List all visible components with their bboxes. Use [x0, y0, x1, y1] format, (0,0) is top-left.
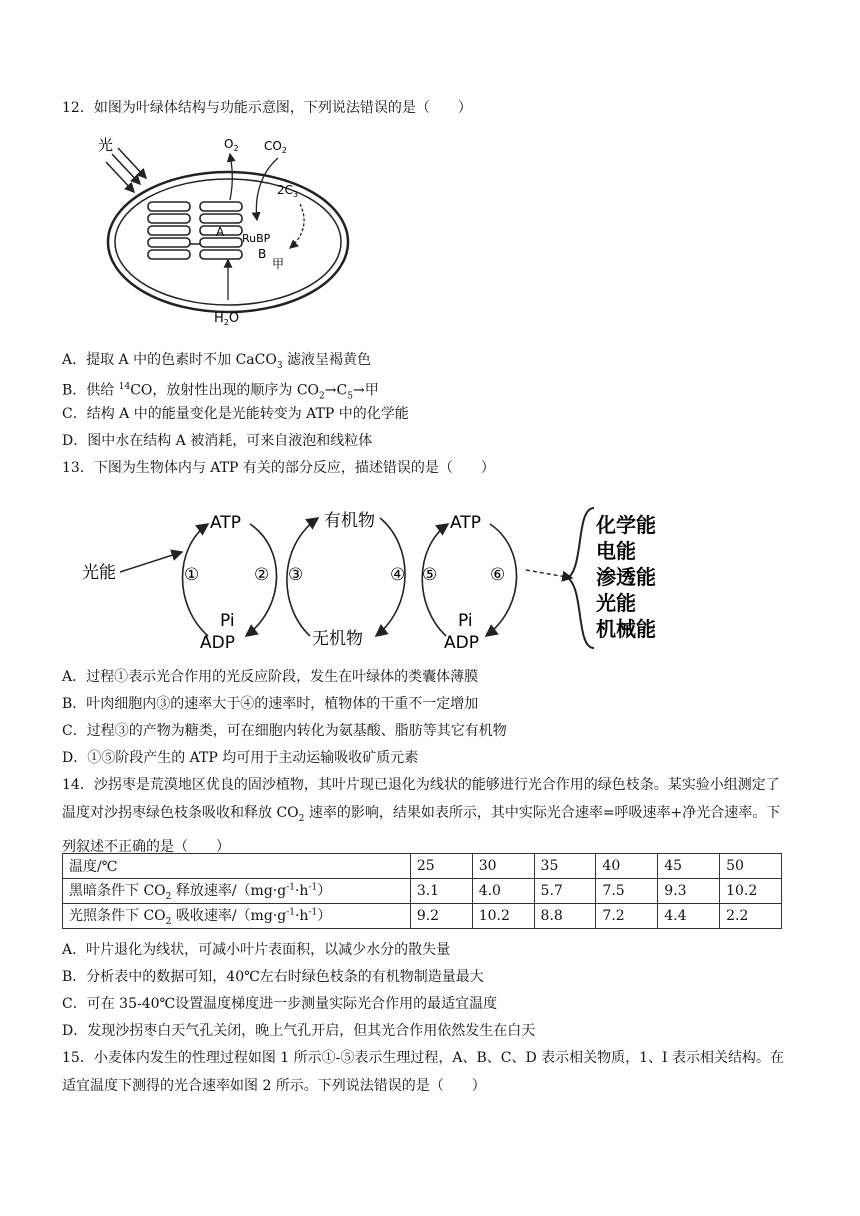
q14-option-b: B．分析表中的数据可知，40℃左右时绿色枝条的有机物制造量最大 — [62, 969, 484, 985]
q12-stem: 12．如图为叶绿体结构与功能示意图，下列说法错误的是（ ） — [62, 100, 472, 116]
adp-label-left: ADP — [200, 633, 235, 653]
energy-mechanical: 机械能 — [596, 617, 656, 641]
process-5-label: ⑤ — [422, 565, 438, 585]
q13-option-c: C．过程③的产物为糖类，可在细胞内转化为氨基酸、脂肪等其它有机物 — [62, 723, 507, 739]
adp-label-right: ADP — [444, 633, 479, 653]
process-2-label: ② — [254, 565, 270, 585]
atp-label-right: ATP — [450, 513, 481, 533]
temp-50: 50 — [720, 854, 782, 879]
table-row-light — [63, 904, 782, 929]
temp-25: 25 — [410, 854, 472, 879]
light-value: 7.2 — [596, 904, 658, 929]
o2-label: $O_2$ — [224, 137, 239, 153]
light-value: 8.8 — [534, 904, 596, 929]
light-value: 4.4 — [658, 904, 720, 929]
atp-label-left: ATP — [210, 513, 241, 533]
q14-stem: 14．沙拐枣是荒漠地区优良的固沙植物，其叶片现已退化为线状的能够进行光合作用的绿色枝条。某实验小组测定了温度对沙拐枣绿色枝条吸收和释放 $CO_2$ 速率的影响，结果如表所示，其中实际光合速率=呼吸速率+净光合速率。下列叙述不正确的是（ ） — [62, 777, 781, 855]
energy-osmotic: 渗透能 — [596, 565, 656, 589]
q14-option-c: C．可在 35-40℃设置温度梯度进一步测量实际光合作用的最适宜温度 — [62, 996, 498, 1012]
light-value: 2.2 — [720, 904, 782, 929]
b-label: B — [258, 247, 267, 261]
process-1-label: ① — [184, 565, 200, 585]
q12-option-d: D．图中水在结构 A 被消耗，可来自液泡和线粒体 — [62, 433, 373, 449]
energy-chemical: 化学能 — [596, 513, 656, 537]
inorganic-label: 无机物 — [312, 629, 363, 649]
light-energy-label: 光能 — [82, 563, 116, 583]
dark-value: 7.5 — [596, 879, 658, 904]
c3-label: $2C_3$ — [277, 183, 299, 199]
row-light-label: 光照条件下 $CO_2$ 吸收速率$/(mg\cdot g^{-1}\cdot h^{-1})$ — [63, 904, 411, 929]
q13-atp-figure — [78, 496, 698, 660]
process-4-label: ④ — [390, 565, 406, 585]
dark-value: 9.3 — [658, 879, 720, 904]
dark-value: 5.7 — [534, 879, 596, 904]
temp-40: 40 — [596, 854, 658, 879]
q14-option-d: D．发现沙拐枣白天气孔关闭，晚上气孔开启，但其光合作用依然发生在白天 — [62, 1023, 536, 1039]
temp-35: 35 — [534, 854, 596, 879]
q13-option-b: B．叶肉细胞内③的速率大于④的速率时，植物体的干重不一定增加 — [62, 696, 479, 712]
energy-light: 光能 — [596, 591, 636, 615]
q13-stem: 13．下图为生物体内与 ATP 有关的部分反应，描述错误的是（ ） — [62, 460, 495, 476]
light-value: 10.2 — [472, 904, 534, 929]
organic-label: 有机物 — [324, 511, 375, 531]
table-row-dark — [63, 879, 782, 904]
q13-option-a: A．过程①表示光合作用的光反应阶段，发生在叶绿体的类囊体薄膜 — [62, 669, 479, 685]
q12-option-a: A．提取 A 中的色素时不加 CaCO$_3$ 滤液呈褐黄色 — [62, 352, 372, 371]
dark-value: 4.0 — [472, 879, 534, 904]
temp-30: 30 — [472, 854, 534, 879]
q15-stem: 15．小麦体内发生的性理过程如图 1 所示①-⑤表示生理过程，A、B、C、D 表示相关物质，1、I 表示相关结构。在适宜温度下测得的光合速率如图 2 所示。下列说法错误的是（ ） — [62, 1050, 785, 1094]
dark-value: 3.1 — [410, 879, 472, 904]
q12-chloroplast-figure — [92, 132, 362, 332]
temp-45: 45 — [658, 854, 720, 879]
co2-label: $CO_2$ — [264, 139, 287, 155]
q14-option-a: A．叶片退化为线状，可减小叶片表面积，以减少水分的散失量 — [62, 942, 451, 958]
dark-value: 10.2 — [720, 879, 782, 904]
light-label: 光 — [98, 136, 114, 154]
pi-label-left: Pi — [220, 611, 235, 631]
table-row-header — [63, 854, 782, 879]
structure-a-label: A — [216, 225, 225, 239]
pi-label-right: Pi — [458, 611, 473, 631]
jia-label: 甲 — [272, 257, 285, 271]
rubp-label: RuBP — [242, 232, 271, 245]
table-header-label: 温度/℃ — [63, 854, 411, 879]
process-3-label: ③ — [288, 565, 304, 585]
energy-electric: 电能 — [596, 539, 636, 563]
row-dark-label: 黑暗条件下 $CO_2$ 释放速率$/(mg\cdot g^{-1}\cdot h^{-1})$ — [63, 879, 411, 904]
q14-data-table — [62, 853, 782, 929]
process-6-label: ⑥ — [490, 565, 506, 585]
q13-option-d: D．①⑤阶段产生的 ATP 均可用于主动运输吸收矿质元素 — [62, 750, 419, 766]
light-value: 9.2 — [410, 904, 472, 929]
h2o-label: $H_2O$ — [214, 311, 240, 327]
q12-option-c: C．结构 A 中的能量变化是光能转变为 ATP 中的化学能 — [62, 406, 409, 422]
q12-option-b: B．供给 $^{14}$CO，放射性出现的顺序为 $CO_2\to C_5\to$甲 — [62, 382, 379, 402]
